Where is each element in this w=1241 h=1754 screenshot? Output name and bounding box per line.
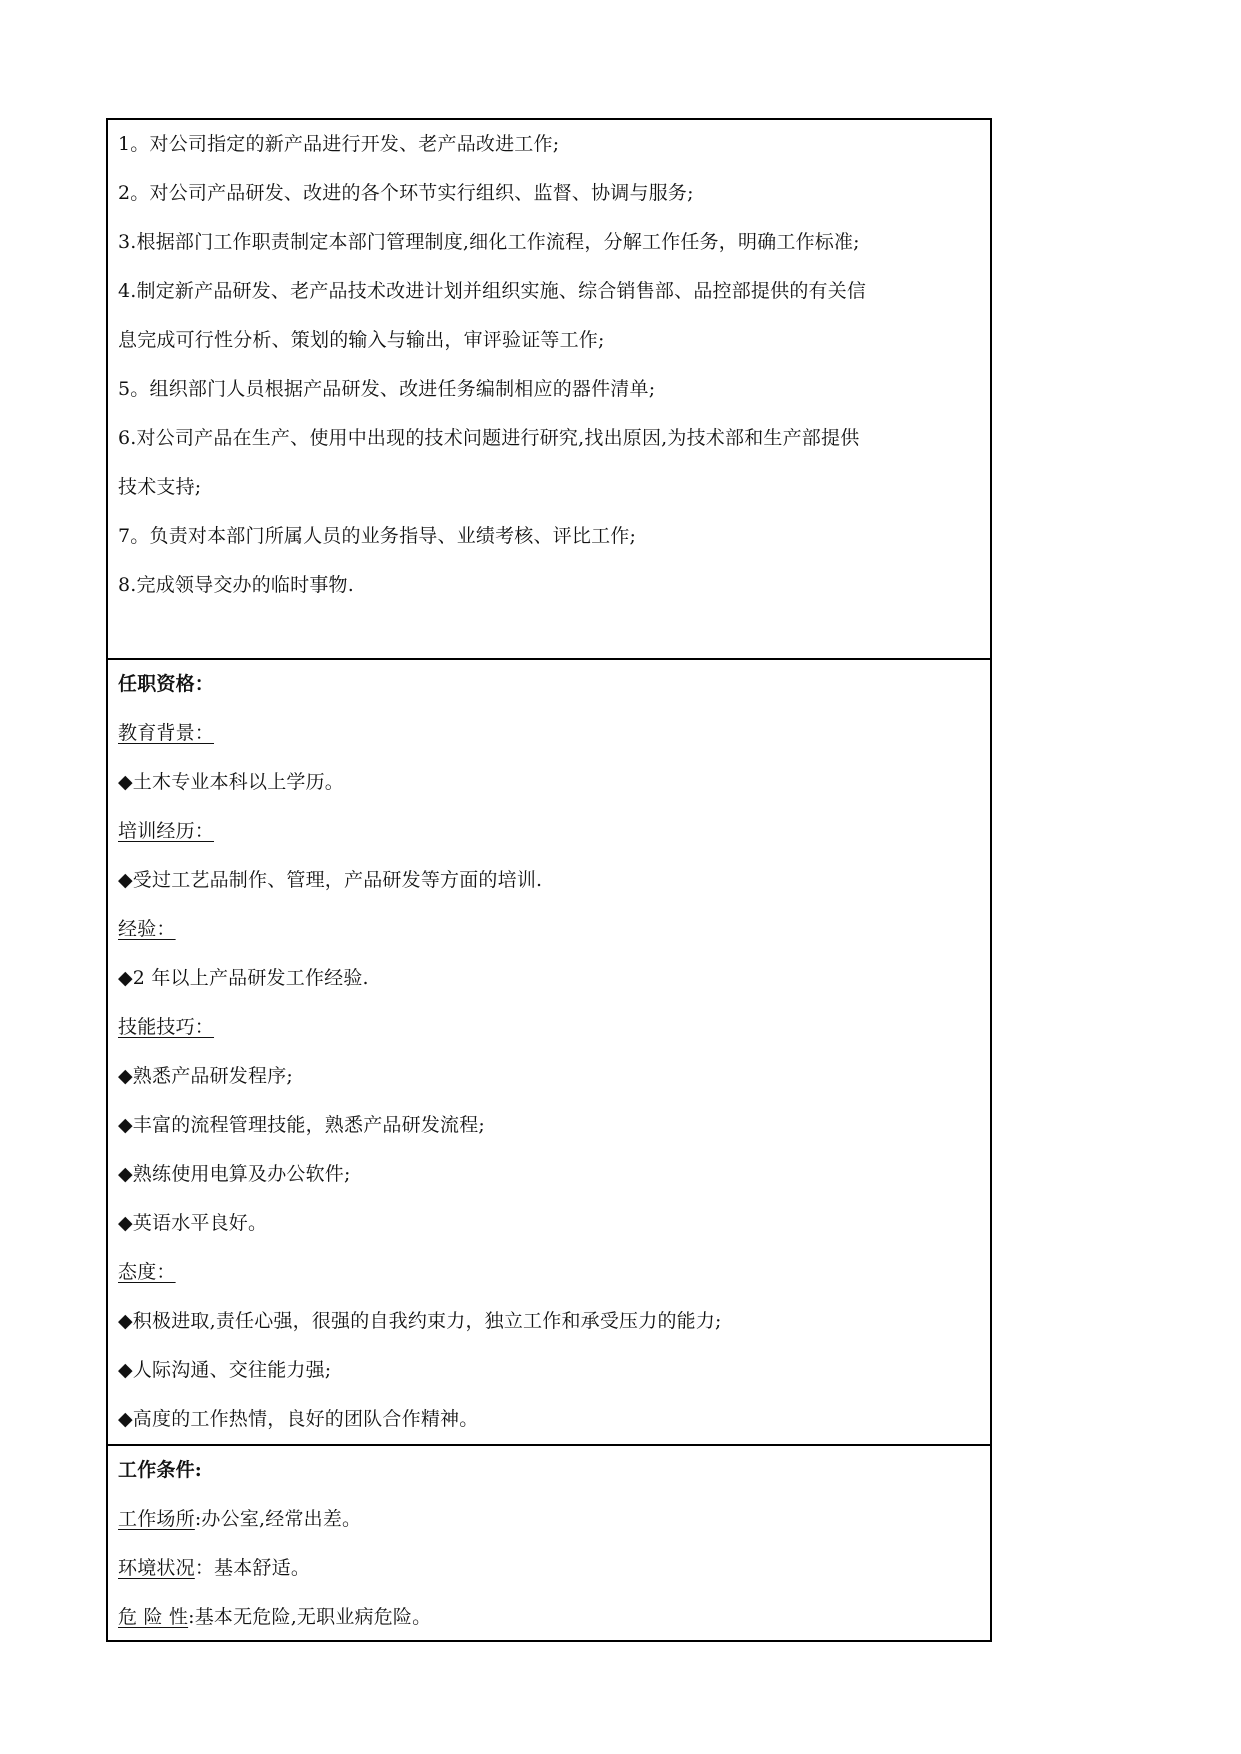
condition-label: 工作场所: [118, 1508, 195, 1530]
duty-line: 5。组织部门人员根据产品研发、改进任务编制相应的器件清单;: [118, 378, 656, 400]
training-item: ◆受过工艺品制作、管理，产品研发等方面的培训.: [118, 869, 543, 891]
education-label: 教育背景：: [118, 722, 215, 744]
job-description-table: [106, 118, 992, 1642]
qualifications-title: 任职资格：: [118, 673, 215, 695]
condition-row: [118, 1495, 980, 1544]
duty-line: 息完成可行性分析、策划的输入与输出，审评验证等工作;: [118, 329, 605, 351]
condition-value: :办公室,经常出差。: [194, 1508, 362, 1530]
duty-line: 8.完成领导交办的临时事物.: [118, 574, 354, 596]
conditions-title: 工作条件:: [118, 1459, 203, 1481]
qualifications-section: [108, 660, 990, 1446]
condition-value: :基本无危险,无职业病危险。: [188, 1606, 432, 1628]
condition-label: 危 险 性: [118, 1606, 189, 1628]
conditions-section: [108, 1446, 990, 1640]
attitude-item: ◆积极进取,责任心强，很强的自我约束力，独立工作和承受压力的能力;: [118, 1310, 722, 1332]
duty-line: 6.对公司产品在生产、使用中出现的技术问题进行研究,找出原因,为技术部和生产部提供: [118, 427, 860, 449]
attitude-item: ◆人际沟通、交往能力强;: [118, 1359, 332, 1381]
duty-line: 3.根据部门工作职责制定本部门管理制度,细化工作流程，分解工作任务，明确工作标准;: [118, 231, 860, 253]
skills-item: ◆英语水平良好。: [118, 1212, 268, 1234]
condition-value: ：基本舒适。: [194, 1557, 311, 1579]
skills-label: 技能技巧：: [118, 1016, 215, 1038]
duty-line: 4.制定新产品研发、老产品技术改进计划并组织实施、综合销售部、品控部提供的有关信: [118, 280, 867, 302]
attitude-item: ◆高度的工作热情，良好的团队合作精神。: [118, 1408, 479, 1430]
experience-label: 经验：: [118, 918, 176, 940]
skills-item: ◆熟悉产品研发程序;: [118, 1065, 294, 1087]
skills-item: ◆丰富的流程管理技能，熟悉产品研发流程;: [118, 1114, 486, 1136]
skills-item: ◆熟练使用电算及办公软件;: [118, 1163, 351, 1185]
duty-line: 2。对公司产品研发、改进的各个环节实行组织、监督、协调与服务;: [118, 182, 694, 204]
experience-item: ◆2 年以上产品研发工作经验.: [118, 967, 369, 989]
condition-label: 环境状况: [118, 1557, 195, 1579]
duty-line: 7。负责对本部门所属人员的业务指导、业绩考核、评比工作;: [118, 525, 637, 547]
training-label: 培训经历：: [118, 820, 215, 842]
attitude-label: 态度：: [118, 1261, 176, 1283]
education-item: ◆土木专业本科以上学历。: [118, 771, 345, 793]
condition-row: [118, 1544, 980, 1593]
duties-section: [108, 120, 990, 660]
condition-row: [118, 1593, 980, 1642]
duty-line: 技术支持;: [118, 476, 202, 498]
duty-line: 1。对公司指定的新产品进行开发、老产品改进工作;: [118, 133, 560, 155]
